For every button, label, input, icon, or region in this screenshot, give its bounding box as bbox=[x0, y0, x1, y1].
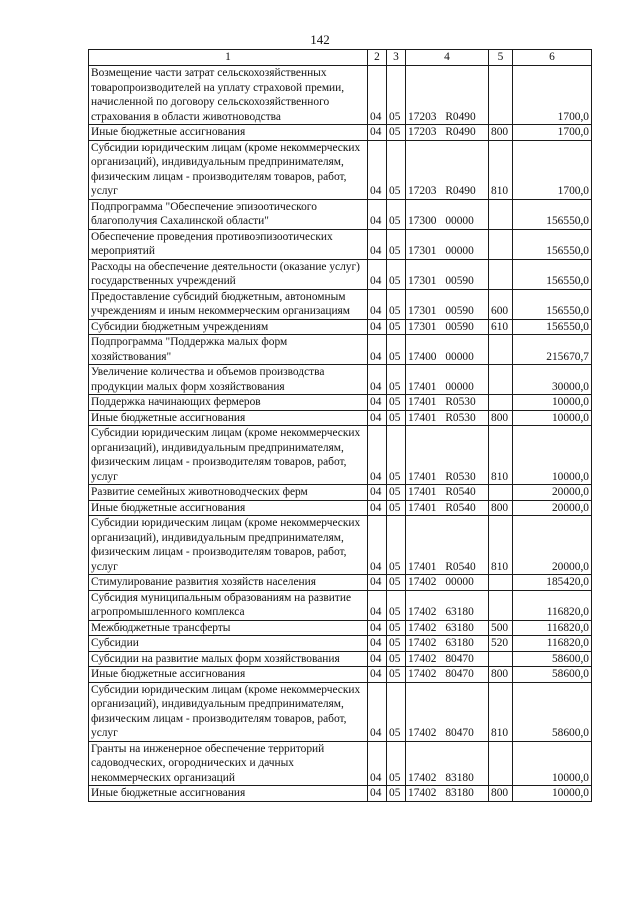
row-subsection-cell: 05 bbox=[387, 125, 406, 141]
row-subsection-cell: 05 bbox=[387, 651, 406, 667]
row-name-cell: Поддержка начинающих фермеров bbox=[89, 395, 368, 411]
row-subsection-cell: 05 bbox=[387, 335, 406, 365]
row-amount-cell: 10000,0 bbox=[513, 741, 592, 786]
row-subsection-cell: 05 bbox=[387, 229, 406, 259]
row-amount-cell: 1700,0 bbox=[513, 125, 592, 141]
page-number: 142 bbox=[310, 32, 330, 47]
row-section-cell: 04 bbox=[368, 259, 387, 289]
row-subsection-cell: 05 bbox=[387, 319, 406, 335]
row-section-cell: 04 bbox=[368, 516, 387, 575]
row-amount-cell: 156550,0 bbox=[513, 199, 592, 229]
row-amount-cell: 116820,0 bbox=[513, 590, 592, 620]
table-row bbox=[89, 365, 592, 395]
row-section-cell: 04 bbox=[368, 335, 387, 365]
row-subsection-cell: 05 bbox=[387, 410, 406, 426]
row-amount-cell: 20000,0 bbox=[513, 500, 592, 516]
row-target-article-cell: 17401 R0530 bbox=[406, 395, 489, 411]
row-section-cell: 04 bbox=[368, 319, 387, 335]
table-row bbox=[89, 140, 592, 199]
row-name-cell: Субсидии bbox=[89, 636, 368, 652]
row-section-cell: 04 bbox=[368, 395, 387, 411]
budget-table bbox=[88, 49, 592, 802]
row-subsection-cell: 05 bbox=[387, 289, 406, 319]
row-target-article-cell: 17401 00000 bbox=[406, 365, 489, 395]
row-subsection-cell: 05 bbox=[387, 590, 406, 620]
row-target-article-cell: 17301 00590 bbox=[406, 259, 489, 289]
table-row bbox=[89, 395, 592, 411]
row-subsection-cell: 05 bbox=[387, 682, 406, 741]
row-subsection-cell: 05 bbox=[387, 741, 406, 786]
row-section-cell: 04 bbox=[368, 500, 387, 516]
row-expense-type-cell: 500 bbox=[489, 620, 513, 636]
row-expense-type-cell: 800 bbox=[489, 125, 513, 141]
row-section-cell: 04 bbox=[368, 199, 387, 229]
row-section-cell: 04 bbox=[368, 575, 387, 591]
table-row bbox=[89, 620, 592, 636]
row-subsection-cell: 05 bbox=[387, 395, 406, 411]
row-target-article-cell: 17203 R0490 bbox=[406, 140, 489, 199]
row-target-article-cell: 17203 R0490 bbox=[406, 66, 489, 125]
header-cell: 4 bbox=[406, 50, 489, 66]
table-row bbox=[89, 651, 592, 667]
row-expense-type-cell bbox=[489, 575, 513, 591]
row-target-article-cell: 17402 80470 bbox=[406, 682, 489, 741]
row-subsection-cell: 05 bbox=[387, 485, 406, 501]
row-amount-cell: 215670,7 bbox=[513, 335, 592, 365]
row-name-cell: Субсидия муниципальным образованиям на развитие агропромышленного комплекса bbox=[89, 590, 368, 620]
table-row bbox=[89, 667, 592, 683]
row-target-article-cell: 17400 00000 bbox=[406, 335, 489, 365]
row-amount-cell: 156550,0 bbox=[513, 259, 592, 289]
row-name-cell: Подпрограмма "Обеспечение эпизоотического благополучия Сахалинской области" bbox=[89, 199, 368, 229]
table-row bbox=[89, 199, 592, 229]
row-section-cell: 04 bbox=[368, 140, 387, 199]
row-name-cell: Подпрограмма "Поддержка малых форм хозяйствования" bbox=[89, 335, 368, 365]
row-section-cell: 04 bbox=[368, 229, 387, 259]
row-expense-type-cell bbox=[489, 485, 513, 501]
row-section-cell: 04 bbox=[368, 620, 387, 636]
row-amount-cell: 156550,0 bbox=[513, 289, 592, 319]
row-target-article-cell: 17402 63180 bbox=[406, 590, 489, 620]
row-subsection-cell: 05 bbox=[387, 426, 406, 485]
row-expense-type-cell bbox=[489, 335, 513, 365]
table-row bbox=[89, 259, 592, 289]
row-section-cell: 04 bbox=[368, 667, 387, 683]
row-name-cell: Стимулирование развития хозяйств населения bbox=[89, 575, 368, 591]
row-expense-type-cell: 520 bbox=[489, 636, 513, 652]
row-name-cell: Субсидии юридическим лицам (кроме некоммерческих организаций), индивидуальным предпринимателям, физическим лицам - производителям товаров, работ, услуг bbox=[89, 140, 368, 199]
row-expense-type-cell: 800 bbox=[489, 500, 513, 516]
row-name-cell: Расходы на обеспечение деятельности (оказание услуг) государственных учреждений bbox=[89, 259, 368, 289]
row-subsection-cell: 05 bbox=[387, 140, 406, 199]
row-section-cell: 04 bbox=[368, 786, 387, 802]
row-name-cell: Иные бюджетные ассигнования bbox=[89, 125, 368, 141]
row-name-cell: Субсидии юридическим лицам (кроме некоммерческих организаций), индивидуальным предпринимателям, физическим лицам - производителям товаров, работ, услуг bbox=[89, 516, 368, 575]
row-target-article-cell: 17301 00000 bbox=[406, 229, 489, 259]
table-row bbox=[89, 682, 592, 741]
row-amount-cell: 20000,0 bbox=[513, 516, 592, 575]
row-target-article-cell: 17401 R0530 bbox=[406, 426, 489, 485]
row-target-article-cell: 17203 R0490 bbox=[406, 125, 489, 141]
row-target-article-cell: 17300 00000 bbox=[406, 199, 489, 229]
row-amount-cell: 116820,0 bbox=[513, 636, 592, 652]
row-subsection-cell: 05 bbox=[387, 636, 406, 652]
row-expense-type-cell: 810 bbox=[489, 682, 513, 741]
row-section-cell: 04 bbox=[368, 365, 387, 395]
row-name-cell: Гранты на инженерное обеспечение территорий садоводческих, огороднических и дачных некоммерческих организаций bbox=[89, 741, 368, 786]
row-expense-type-cell: 800 bbox=[489, 786, 513, 802]
header-cell: 3 bbox=[387, 50, 406, 66]
row-subsection-cell: 05 bbox=[387, 516, 406, 575]
row-section-cell: 04 bbox=[368, 289, 387, 319]
row-expense-type-cell: 800 bbox=[489, 667, 513, 683]
row-expense-type-cell bbox=[489, 199, 513, 229]
row-target-article-cell: 17402 00000 bbox=[406, 575, 489, 591]
row-target-article-cell: 17401 R0530 bbox=[406, 410, 489, 426]
row-subsection-cell: 05 bbox=[387, 66, 406, 125]
table-row bbox=[89, 426, 592, 485]
table-row bbox=[89, 125, 592, 141]
row-expense-type-cell bbox=[489, 651, 513, 667]
row-name-cell: Возмещение части затрат сельскохозяйственных товаропроизводителей на уплату страховой премии, начисленной по договору сельскохозяйственного страхования в области животноводства bbox=[89, 66, 368, 125]
row-expense-type-cell: 810 bbox=[489, 426, 513, 485]
row-section-cell: 04 bbox=[368, 410, 387, 426]
row-target-article-cell: 17402 80470 bbox=[406, 651, 489, 667]
table-row bbox=[89, 516, 592, 575]
row-section-cell: 04 bbox=[368, 682, 387, 741]
row-expense-type-cell: 600 bbox=[489, 289, 513, 319]
row-section-cell: 04 bbox=[368, 590, 387, 620]
row-target-article-cell: 17301 00590 bbox=[406, 289, 489, 319]
row-expense-type-cell: 810 bbox=[489, 516, 513, 575]
row-name-cell: Развитие семейных животноводческих ферм bbox=[89, 485, 368, 501]
row-expense-type-cell: 810 bbox=[489, 140, 513, 199]
row-name-cell: Увеличение количества и объемов производства продукции малых форм хозяйствования bbox=[89, 365, 368, 395]
row-amount-cell: 185420,0 bbox=[513, 575, 592, 591]
header-cell: 6 bbox=[513, 50, 592, 66]
row-subsection-cell: 05 bbox=[387, 259, 406, 289]
row-name-cell: Обеспечение проведения противоэпизоотических мероприятий bbox=[89, 229, 368, 259]
row-target-article-cell: 17402 63180 bbox=[406, 636, 489, 652]
row-target-article-cell: 17402 83180 bbox=[406, 786, 489, 802]
table-row bbox=[89, 786, 592, 802]
table-row bbox=[89, 319, 592, 335]
row-target-article-cell: 17301 00590 bbox=[406, 319, 489, 335]
row-name-cell: Субсидии юридическим лицам (кроме некоммерческих организаций), индивидуальным предпринимателям, физическим лицам - производителям товаров, работ, услуг bbox=[89, 426, 368, 485]
row-amount-cell: 116820,0 bbox=[513, 620, 592, 636]
table-row bbox=[89, 335, 592, 365]
header-cell: 1 bbox=[89, 50, 368, 66]
row-amount-cell: 20000,0 bbox=[513, 485, 592, 501]
row-expense-type-cell bbox=[489, 590, 513, 620]
table-row bbox=[89, 289, 592, 319]
row-name-cell: Предоставление субсидий бюджетным, автономным учреждениям и иным некоммерческим организациям bbox=[89, 289, 368, 319]
row-amount-cell: 58600,0 bbox=[513, 682, 592, 741]
row-name-cell: Иные бюджетные ассигнования bbox=[89, 410, 368, 426]
row-section-cell: 04 bbox=[368, 66, 387, 125]
row-target-article-cell: 17401 R0540 bbox=[406, 500, 489, 516]
row-expense-type-cell: 610 bbox=[489, 319, 513, 335]
row-expense-type-cell bbox=[489, 66, 513, 125]
header-cell: 2 bbox=[368, 50, 387, 66]
table-row bbox=[89, 500, 592, 516]
row-amount-cell: 30000,0 bbox=[513, 365, 592, 395]
row-target-article-cell: 17402 63180 bbox=[406, 620, 489, 636]
row-subsection-cell: 05 bbox=[387, 786, 406, 802]
table-row bbox=[89, 741, 592, 786]
row-subsection-cell: 05 bbox=[387, 667, 406, 683]
row-name-cell: Иные бюджетные ассигнования bbox=[89, 500, 368, 516]
row-target-article-cell: 17401 R0540 bbox=[406, 516, 489, 575]
table-row bbox=[89, 590, 592, 620]
row-name-cell: Субсидии бюджетным учреждениям bbox=[89, 319, 368, 335]
row-section-cell: 04 bbox=[368, 636, 387, 652]
table-row bbox=[89, 575, 592, 591]
row-expense-type-cell bbox=[489, 259, 513, 289]
row-expense-type-cell bbox=[489, 365, 513, 395]
row-amount-cell: 10000,0 bbox=[513, 426, 592, 485]
table-row bbox=[89, 636, 592, 652]
row-subsection-cell: 05 bbox=[387, 575, 406, 591]
row-target-article-cell: 17402 83180 bbox=[406, 741, 489, 786]
row-amount-cell: 58600,0 bbox=[513, 651, 592, 667]
row-name-cell: Субсидии юридическим лицам (кроме некоммерческих организаций), индивидуальным предпринимателям, физическим лицам - производителям товаров, работ, услуг bbox=[89, 682, 368, 741]
row-section-cell: 04 bbox=[368, 485, 387, 501]
table-row bbox=[89, 410, 592, 426]
table-row bbox=[89, 485, 592, 501]
row-amount-cell: 10000,0 bbox=[513, 395, 592, 411]
row-section-cell: 04 bbox=[368, 426, 387, 485]
row-subsection-cell: 05 bbox=[387, 620, 406, 636]
row-expense-type-cell bbox=[489, 741, 513, 786]
row-subsection-cell: 05 bbox=[387, 500, 406, 516]
table-row bbox=[89, 229, 592, 259]
table-body bbox=[89, 66, 592, 802]
row-amount-cell: 1700,0 bbox=[513, 66, 592, 125]
row-section-cell: 04 bbox=[368, 651, 387, 667]
row-amount-cell: 1700,0 bbox=[513, 140, 592, 199]
header-cell: 5 bbox=[489, 50, 513, 66]
row-name-cell: Межбюджетные трансферты bbox=[89, 620, 368, 636]
row-amount-cell: 156550,0 bbox=[513, 229, 592, 259]
row-target-article-cell: 17401 R0540 bbox=[406, 485, 489, 501]
row-amount-cell: 10000,0 bbox=[513, 410, 592, 426]
row-section-cell: 04 bbox=[368, 125, 387, 141]
row-amount-cell: 10000,0 bbox=[513, 786, 592, 802]
table-row bbox=[89, 66, 592, 125]
row-name-cell: Иные бюджетные ассигнования bbox=[89, 786, 368, 802]
row-amount-cell: 156550,0 bbox=[513, 319, 592, 335]
row-expense-type-cell bbox=[489, 229, 513, 259]
row-subsection-cell: 05 bbox=[387, 365, 406, 395]
row-expense-type-cell bbox=[489, 395, 513, 411]
row-section-cell: 04 bbox=[368, 741, 387, 786]
row-name-cell: Субсидии на развитие малых форм хозяйствования bbox=[89, 651, 368, 667]
row-target-article-cell: 17402 80470 bbox=[406, 667, 489, 683]
row-amount-cell: 58600,0 bbox=[513, 667, 592, 683]
row-subsection-cell: 05 bbox=[387, 199, 406, 229]
row-expense-type-cell: 800 bbox=[489, 410, 513, 426]
row-name-cell: Иные бюджетные ассигнования bbox=[89, 667, 368, 683]
header-row bbox=[89, 50, 592, 66]
